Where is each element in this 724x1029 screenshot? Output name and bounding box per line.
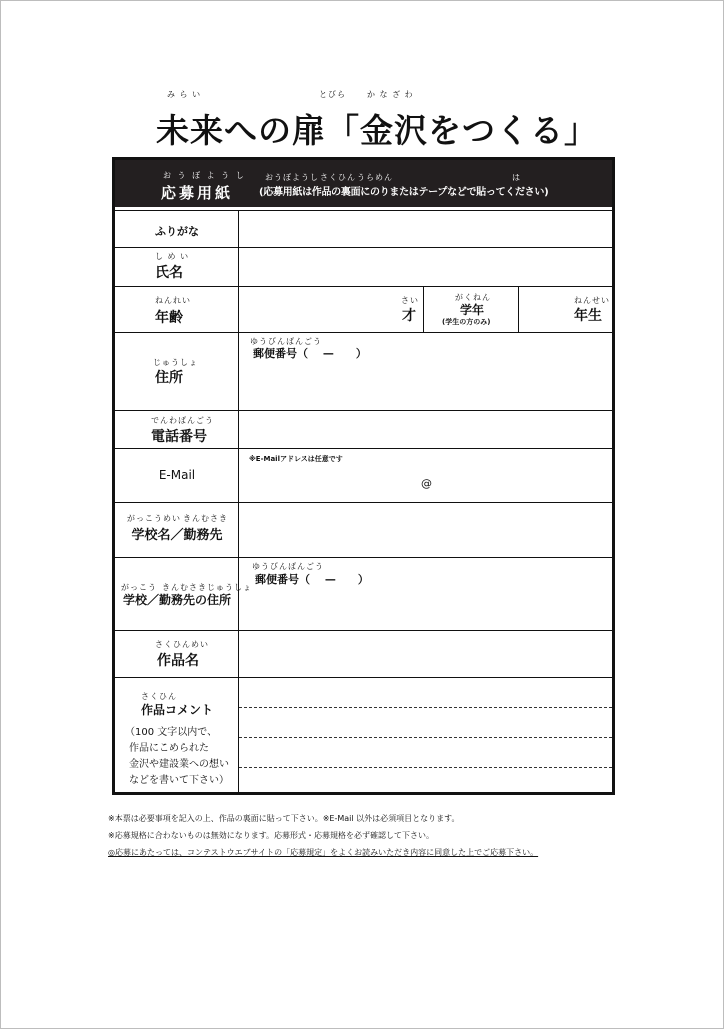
row-phone [115, 410, 612, 448]
form-title: 応募用紙 [161, 184, 234, 202]
grade-field[interactable] [519, 287, 569, 332]
page-title: 未来への扉「金沢をつくる」 [156, 111, 598, 150]
label-school-address: 学校／勤務先の住所 [122, 593, 231, 607]
label-name: 氏名 [155, 265, 183, 281]
row-furigana [115, 210, 612, 247]
row-school-address [115, 557, 612, 630]
label-phone: 電話番号 [151, 429, 207, 445]
title-ruby-mirai: み ら い [167, 90, 202, 99]
label-address: 住所 [155, 370, 183, 386]
label-work-name: 作品名 [157, 653, 199, 669]
row-comment [115, 677, 612, 795]
school-address-field[interactable] [239, 586, 612, 631]
row-school [115, 502, 612, 557]
label-email: E-Mail [158, 468, 196, 482]
title-ruby-tobira: とびら [319, 90, 346, 99]
row-age [115, 286, 612, 332]
title-block [1, 89, 724, 149]
phone-ruby: でんわばんごう [151, 416, 214, 425]
name-field[interactable] [239, 248, 612, 286]
grade-note: (学生の方のみ) [442, 318, 491, 326]
application-form [112, 157, 615, 795]
comment-note-4: などを書いて下さい） [129, 775, 229, 786]
header-note-ruby-1: おうぼようし [265, 173, 319, 182]
row-address [115, 332, 612, 410]
label-comment: 作品コメント [140, 703, 213, 717]
form-header [115, 160, 612, 207]
header-note-ruby-2: さくひん [320, 173, 356, 182]
label-furigana: ふりがな [155, 225, 199, 238]
school-address-ruby-1: がっこう [121, 583, 157, 592]
row-work-name [115, 630, 612, 677]
sai-ruby: さい [401, 296, 419, 305]
label-school: 学校名／勤務先 [131, 528, 223, 543]
address-ruby: じゅうしょ [153, 358, 198, 367]
school-field[interactable] [239, 503, 612, 557]
header-title-ruby: お う ぼ よ う し [163, 171, 246, 180]
label-age: 年齢 [155, 310, 183, 326]
work-name-ruby: さくひんめい [155, 640, 209, 649]
email-at-sign: @ [421, 477, 432, 490]
school-ruby-1: がっこうめい [127, 514, 181, 523]
comment-note-3: 金沢や建設業への想い [129, 759, 229, 770]
form-title-note: (応募用紙は作品の裏面にのりまたはテープなどで貼ってください) [259, 187, 549, 198]
school-address-ruby-3: じゅうしょ [207, 583, 252, 592]
header-note-ruby-3: うらめん [357, 173, 393, 182]
address-postal-ruby: ゆうびんばんごう [250, 337, 322, 346]
footer-note-1: ※本票は必要事項を記入の上、作品の裏面に貼って下さい。※E-Mail 以外は必須項目となります。 [108, 814, 460, 823]
footer-note-3: ◎応募にあたっては、コンテストウエブサイトの「応募規定」をよくお読みいただき内容に同意した上でご応募下さい。 [108, 848, 539, 857]
furigana-field[interactable] [239, 211, 612, 247]
header-note-ruby-4: は [512, 173, 521, 182]
nensei-ruby: ねんせい [574, 296, 610, 305]
footer-note-2: ※応募規格に合わないものは無効になります。応募形式・応募規格を必ず確認して下さい。 [108, 831, 435, 840]
comment-ruby: さくひん [141, 692, 177, 701]
age-ruby: ねんれい [155, 296, 191, 305]
address-field[interactable] [239, 361, 612, 411]
grade-label: 学年 [460, 303, 485, 317]
age-field[interactable] [239, 287, 423, 332]
sai-unit: 才 [402, 308, 416, 324]
phone-field[interactable] [239, 411, 612, 448]
email-field[interactable] [239, 465, 612, 503]
name-ruby: し め い [155, 252, 190, 261]
row-email [115, 448, 612, 502]
row-name [115, 247, 612, 286]
comment-note-1: （100 文字以内で、 [125, 727, 218, 738]
school-address-postal-ruby: ゆうびんばんごう [252, 562, 324, 571]
work-name-field[interactable] [239, 631, 612, 677]
school-ruby-2: きんむさき [183, 514, 228, 523]
title-ruby-kanazawa: か な ざ わ [367, 90, 414, 99]
email-note: ※E-Mailアドレスは任意です [249, 455, 343, 463]
comment-field[interactable] [239, 678, 612, 795]
grade-ruby: がくねん [455, 293, 491, 302]
comment-note-2: 作品にこめられた [129, 743, 209, 754]
school-address-postal-label: 郵便番号（ — ） [255, 573, 369, 586]
address-postal-label: 郵便番号（ — ） [253, 347, 367, 360]
school-address-ruby-2: きんむさき [162, 583, 207, 592]
nensei-unit: 年生 [574, 308, 602, 324]
